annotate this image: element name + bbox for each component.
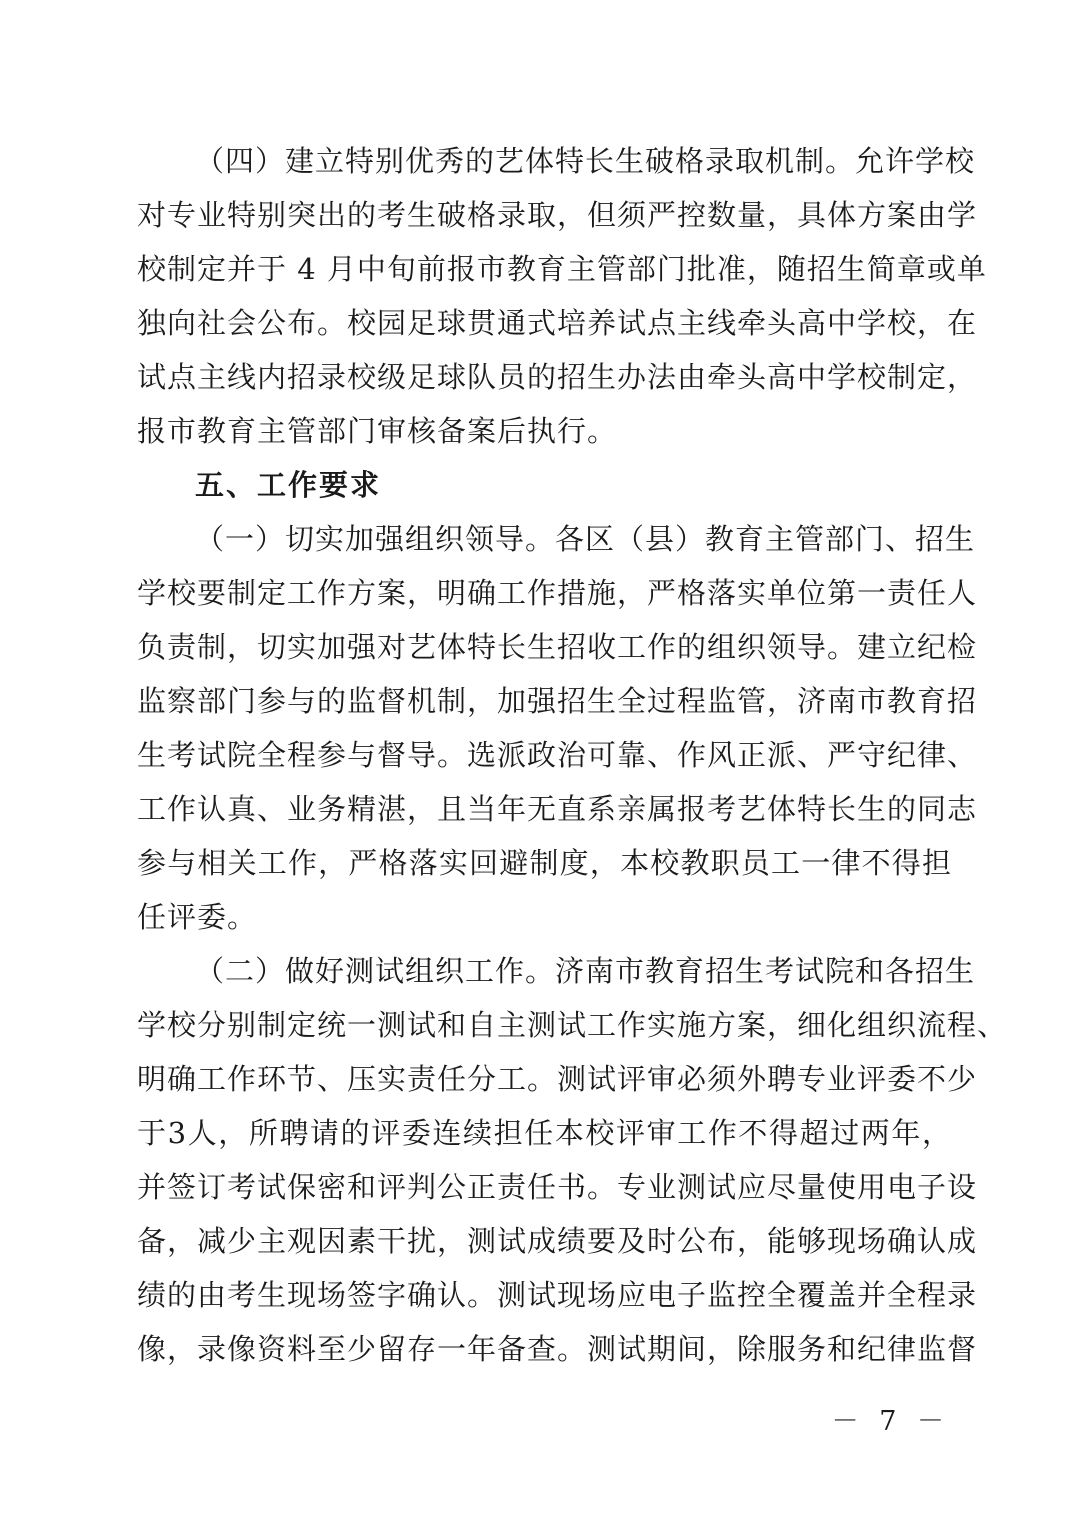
paragraph-line: 备，减少主观因素干扰，测试成绩要及时公布，能够现场确认成: [137, 1224, 978, 1258]
paragraph-line: 于3人，所聘请的评委连续担任本校评审工作不得超过两年，: [137, 1116, 952, 1150]
paragraph-line: 学校要制定工作方案，明确工作措施，严格落实单位第一责任人: [137, 576, 978, 610]
paragraph-line: 生考试院全程参与督导。选派政治可靠、作风正派、严守纪律、: [137, 738, 978, 772]
paragraph-line: 校制定并于 4 月中旬前报市教育主管部门批准，随招生简章或单: [137, 252, 987, 286]
paragraph-line: 明确工作环节、压实责任分工。测试评审必须外聘专业评委不少: [137, 1062, 978, 1096]
paragraph-line: 负责制，切实加强对艺体特长生招收工作的组织领导。建立纪检: [137, 630, 978, 664]
paragraph-line: （四）建立特别优秀的艺体特长生破格录取机制。允许学校: [195, 144, 976, 178]
paragraph-line: 报市教育主管部门审核备案后执行。: [137, 414, 618, 448]
page-number: － 7 －: [831, 1406, 950, 1437]
paragraph-line: 试点主线内招录校级足球队员的招生办法由牵头高中学校制定，: [137, 360, 978, 394]
paragraph-line: 学校分别制定统一测试和自主测试工作实施方案，细化组织流程、: [137, 1008, 1008, 1042]
paragraph-line: 任评委。: [137, 900, 258, 934]
paragraph-line: 并签订考试保密和评判公正责任书。专业测试应尽量使用电子设: [137, 1170, 978, 1204]
paragraph-line: 独向社会公布。校园足球贯通式培养试点主线牵头高中学校，在: [137, 306, 978, 340]
paragraph-line: 工作认真、业务精湛，且当年无直系亲属报考艺体特长生的同志: [137, 792, 978, 826]
paragraph-line: 监察部门参与的监督机制，加强招生全过程监管，济南市教育招: [137, 684, 978, 718]
section-heading: 五、工作要求: [195, 468, 382, 502]
paragraph-line: （一）切实加强组织领导。各区（县）教育主管部门、招生: [195, 522, 976, 556]
paragraph-line: 参与相关工作，严格落实回避制度，本校教职员工一律不得担: [137, 846, 952, 880]
paragraph-line: 绩的由考生现场签字确认。测试现场应电子监控全覆盖并全程录: [137, 1278, 978, 1312]
paragraph-line: 像，录像资料至少留存一年备查。测试期间，除服务和纪律监督: [137, 1332, 978, 1366]
paragraph-line: 对专业特别突出的考生破格录取，但须严控数量，具体方案由学: [137, 198, 978, 232]
paragraph-line: （二）做好测试组织工作。济南市教育招生考试院和各招生: [195, 954, 976, 988]
